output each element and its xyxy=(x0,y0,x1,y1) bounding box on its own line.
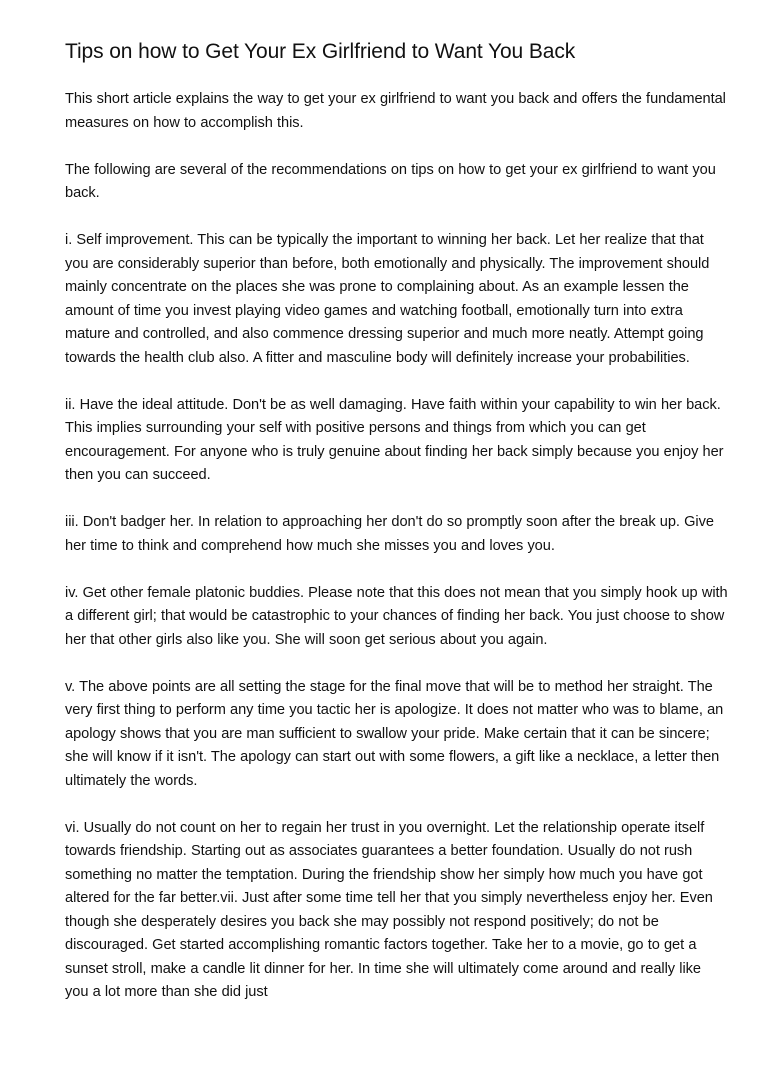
paragraph-recommendations-lead: The following are several of the recommendations on tips on how to get your ex girlfriend to want you back. xyxy=(65,161,716,201)
paragraph-tip-iv: iv. Get other female platonic buddies. Please note that this does not mean that you simply hook up with a different girl; that would be catastrophic to your chances of finding her back. You just choose to show her that other girls also like you. She will soon get serious about you again. xyxy=(65,584,728,648)
paragraph-tip-iii: iii. Don't badger her. In relation to approaching her don't do so promptly soon after the break up. Give her time to think and comprehend how much she misses you and loves you. xyxy=(65,514,714,554)
paragraph-tip-v: v. The above points are all setting the stage for the final move that will be to method her straight. The very first thing to perform any time you tactic her is apologize. It does not matter who was to blame, an apology shows that you are man sufficient to swallow your pride. Make certain that it can be sincere; she will know if it isn't. The apology can start out with some flowers, a gift like a necklace, a letter then ultimately the words. xyxy=(65,678,724,789)
document-title: Tips on how to Get Your Ex Girlfriend to Want You Back xyxy=(65,40,576,63)
paragraph-intro: This short article explains the way to get your ex girlfriend to want you back and offers the fundamental measures on how to accomplish this. xyxy=(65,91,726,131)
paragraph-tip-i: i. Self improvement. This can be typically the important to winning her back. Let her realize that that you are considerably superior than before, both emotionally and physically. The improvement should mainly concentrate on the places she was prone to complaining about. As an example lessen the amount of time you invest playing video games and watching football, emotionally turn into extra mature and controlled, and also commence dressing superior and much more neatly. Attempt going towards the health club also. A fitter and masculine body will definitely increase your probabilities. xyxy=(65,232,710,366)
paragraph-tip-vi-vii: vi. Usually do not count on her to regain her trust in you overnight. Let the relationship operate itself towards friendship. Starting out as associates guarantees a better foundation. Usually do not rush something no matter the temptation. During the friendship show her simply how much you have got altered for the far better.vii. Just after some time tell her that you simply nevertheless enjoy her. Even though she desperately desires you back she may possibly not respond positively; do not be discouraged. Get started accomplishing romantic factors together. Take her to a movie, go to get a sunset stroll, make a candle lit dinner for her. In time she will ultimately come around and really like you a lot more than she did just xyxy=(65,819,713,1000)
paragraph-tip-ii: ii. Have the ideal attitude. Don't be as well damaging. Have faith within your capability to win her back. This implies surrounding your self with positive persons and things from which you can get encouragement. For anyone who is truly genuine about finding her back simply because you enjoy her then you can succeed. xyxy=(65,396,724,483)
